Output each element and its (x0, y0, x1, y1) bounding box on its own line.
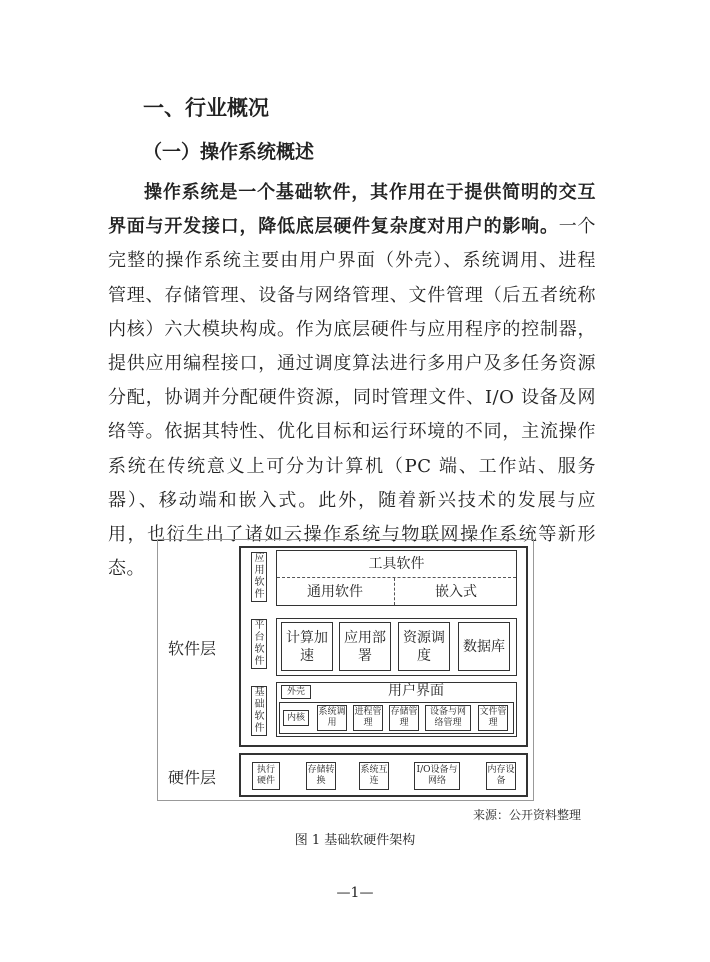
figure-source: 来源：公开资料整理 (473, 808, 582, 822)
embedded-software: 嵌入式 (435, 583, 477, 600)
kernel-cell-file: 文件管理 (478, 705, 508, 731)
user-interface: 用户界面 (388, 683, 444, 699)
architecture-diagram (157, 539, 534, 801)
kernel-label: 内核 (283, 710, 309, 726)
paragraph-text: 一个完整的操作系统主要由用户界面（外壳）、系统调用、进程管理、存储管理、设备与网络管理、文件管理（后五者统称内核）六大模块构成。作为底层硬件与应用程序的控制器，提供应用编程接口，通过调度算法进行多用户及多任务资源分配，协调并分配硬件资源，同时管理文件、I/O 设备及网络等。依据其特性、优化目标和运行环境的不同，主流操作系统在传统意义上可分为计算机（PC 端、工作站、服务器）、移动端和嵌入式。此外，随着新兴技术的发展与应用，也衍生出了诸如云操作系统与物联网操作系统等新形态。 (108, 216, 596, 580)
hw-cell-io: I/O设备与网络 (414, 762, 460, 790)
hw-cell-memory: 内存设备 (486, 762, 516, 790)
platform-cell-deploy: 应用部署 (339, 622, 391, 671)
kernel-cell-device-network: 设备与网络管理 (425, 705, 471, 731)
page-number: —1— (336, 885, 374, 901)
platform-cell-database: 数据库 (458, 622, 510, 671)
platform-cell-schedule: 资源调度 (398, 622, 450, 671)
software-layer-label: 软件层 (168, 639, 217, 658)
figure-caption: 图 1 基础软硬件架构 (294, 833, 416, 848)
platform-cell-compute: 计算加速 (281, 622, 333, 671)
kernel-cell-syscall: 系统调用 (317, 705, 347, 731)
hw-cell-interconnect: 系统互连 (359, 762, 389, 790)
body-paragraph (108, 176, 596, 586)
bold-lead-sentence: 操作系统是一个基础软件，其作用在于提供简明的交互界面与开发接口，降低底层硬件复杂度对用户的影响。 (108, 182, 596, 238)
hw-cell-storage: 存储转换 (306, 762, 336, 790)
app-software-label: 应用软件 (254, 553, 265, 600)
tool-software: 工具软件 (368, 556, 425, 572)
platform-software-label: 平台软件 (254, 620, 265, 667)
shell-box: 外壳 (281, 685, 311, 699)
base-software-label: 基础软件 (254, 687, 265, 734)
general-software: 通用软件 (307, 583, 363, 600)
hardware-layer-label: 硬件层 (168, 768, 217, 787)
kernel-cell-process: 进程管理 (353, 705, 383, 731)
hw-cell-exec: 执行硬件 (252, 762, 280, 790)
section-heading: 一、行业概况 (143, 96, 269, 120)
subsection-heading: （一）操作系统概述 (143, 141, 315, 163)
kernel-cell-storage: 存储管理 (389, 705, 419, 731)
